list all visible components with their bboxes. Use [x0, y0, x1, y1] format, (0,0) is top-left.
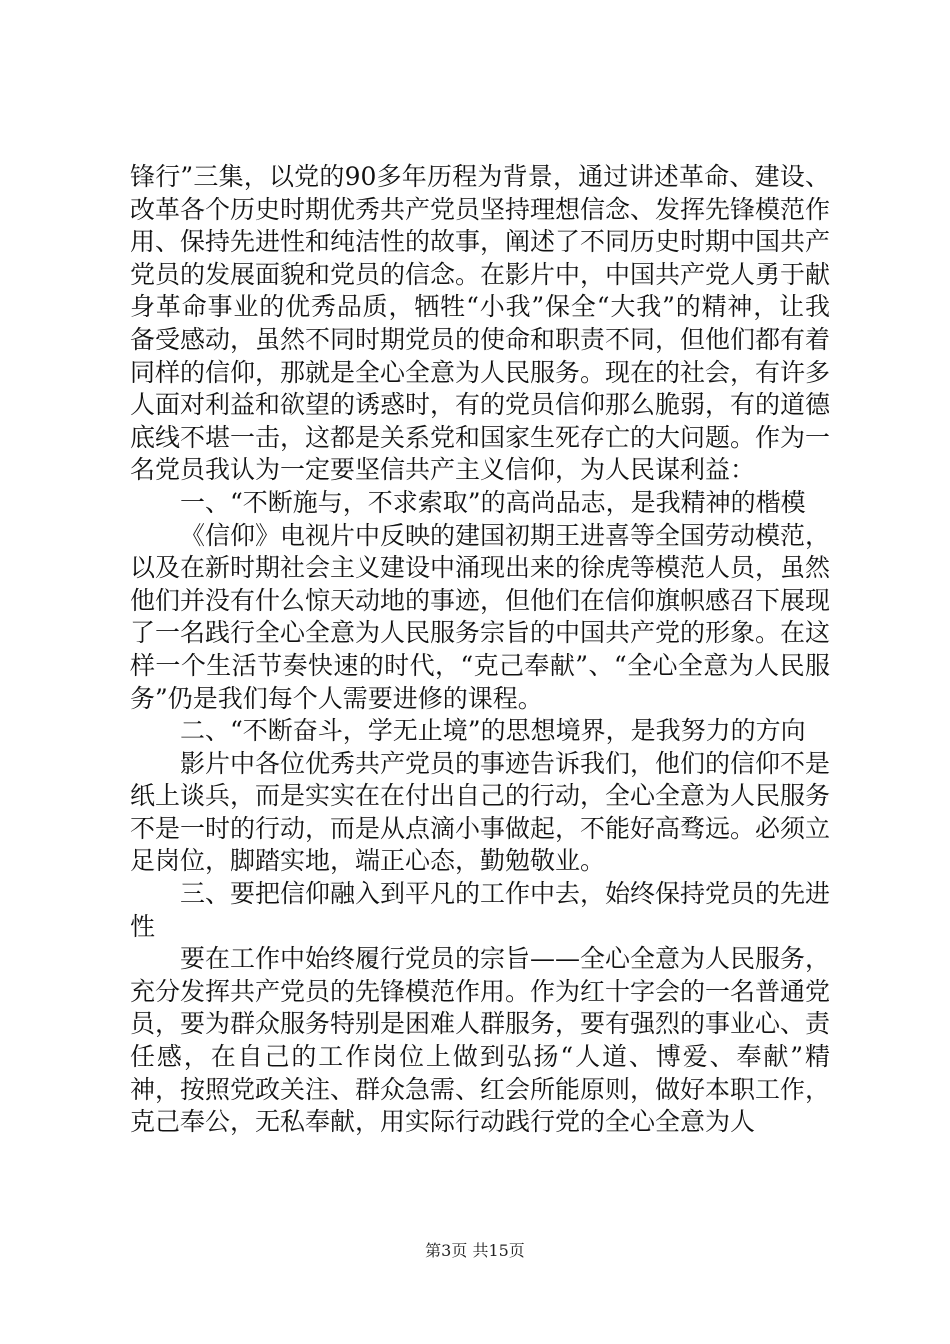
paragraph-section-2: 影片中各位优秀共产党员的事迹告诉我们，他们的信仰不是纸上谈兵，而是实实在在付出自己的行动，全心全意为人民服务不是一时的行动，而是从点滴小事做起，不能好高骛远。必须立足岗位，脚踏实地，端正心态，勤勉敬业。 — [130, 748, 831, 876]
paragraph-section-3: 要在工作中始终履行党员的宗旨——全心全意为人民服务，充分发挥共产党员的先锋模范作用。作为红十字会的一名普通党员，要为群众服务特别是困难人群服务，要有强烈的事业心、责任感，在自己的工作岗位上做到弘扬“人道、博爱、奉献”精神，按照党政关注、群众急需、红会所能原则，做好本职工作，克己奉公，无私奉献，用实际行动践行党的全心全意为人 — [130, 944, 831, 1137]
paragraph-section-1: 《信仰》电视片中反映的建国初期王进喜等全国劳动模范，以及在新时期社会主义建设中涌现出来的徐虎等模范人员，虽然他们并没有什么惊天动地的事迹，但他们在信仰旗帜感召下展现了一名践行全心全意为人民服务宗旨的中国共产党的形象。在这样一个生活节奏快速的时代，“克己奉献”、“全心全意为人民服务”仍是我们每个人需要进修的课程。 — [130, 520, 831, 713]
heading-section-2: 二、“不断奋斗，学无止境”的思想境界，是我努力的方向 — [180, 716, 806, 746]
heading-section-3: 三、要把信仰融入到平凡的工作中去，始终保持党员的先进性 — [130, 879, 831, 941]
heading-section-1: 一、“不断施与，不求索取”的高尚品志，是我精神的楷模 — [180, 487, 806, 517]
document-body — [130, 161, 830, 1139]
paragraph-intro-continued: 锋行”三集，以党的90多年历程为背景，通过讲述革命、建设、改革各个历史时期优秀共产党员坚持理想信念、发挥先锋模范作用、保持先进性和纯洁性的故事，阐述了不同历史时期中国共产党员的发展面貌和党员的信念。在影片中，中国共产党人勇于献身革命事业的优秀品质，牺牲“小我”保全“大我”的精神，让我备受感动，虽然不同时期党员的使命和职责不同，但他们都有着同样的信仰，那就是全心全意为人民服务。现在的社会，有许多人面对利益和欲望的诱惑时，有的党员信仰那么脆弱，有的道德底线不堪一击，这都是关系党和国家生死存亡的大问题。作为一名党员我认为一定要坚信共产主义信仰，为人民谋利益： — [130, 162, 831, 485]
page-number-footer: 第3页 共15页 — [425, 1241, 525, 1260]
